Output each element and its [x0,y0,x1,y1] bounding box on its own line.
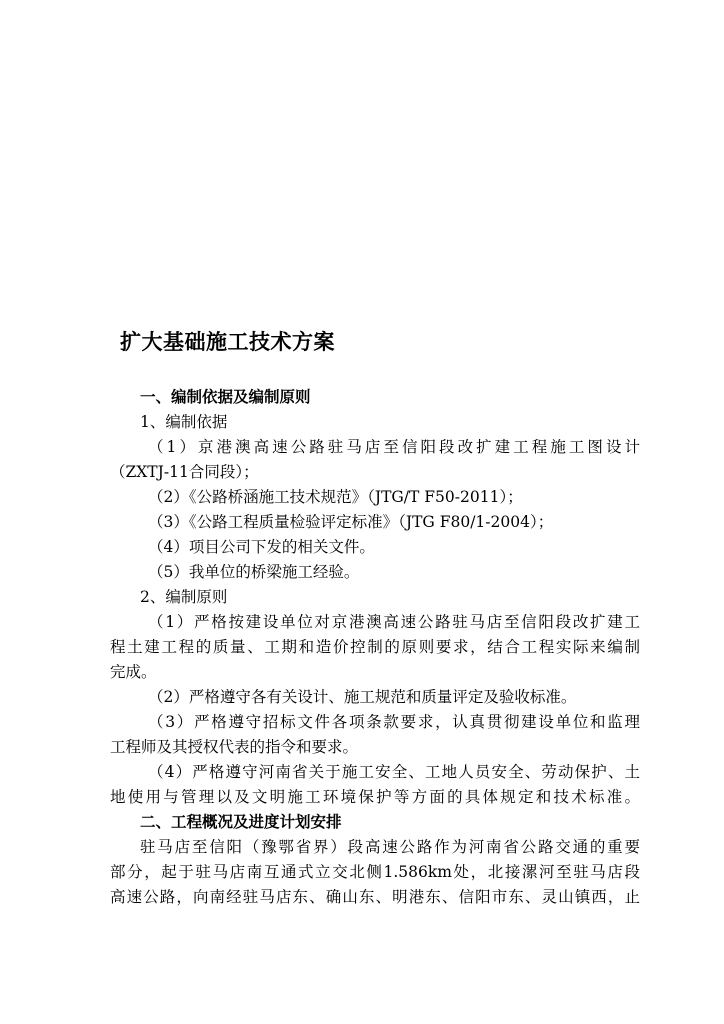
subsection-heading: 2、编制原则 [140,588,228,606]
list-item: （5）我单位的桥梁施工经验。 [148,563,360,581]
paragraph-line: 驻马店至信阳（豫鄂省界）段高速公路作为河南省公路交通的重要 [140,838,640,856]
list-item: （4）项目公司下发的相关文件。 [148,538,375,556]
paragraph-line: 地使用与管理以及文明施工环境保护等方面的具体规定和技术标准。 [110,788,640,806]
section-heading: 一、编制依据及编制原则 [140,388,311,406]
paragraph-line: 工程师及其授权代表的指令和要求。 [110,738,359,756]
list-item: （3）《公路工程质量检验评定标准》（JTG F80/1-2004）； [148,513,554,531]
paragraph-line: （2）严格遵守各有关设计、施工规范和质量评定及验收标准。 [148,688,577,706]
list-item: （1）京港澳高速公路驻马店至信阳段改扩建工程施工图设计 [148,438,640,456]
paragraph-line: （3）严格遵守招标文件各项条款要求，认真贯彻建设单位和监理 [148,713,640,731]
list-item: （2）《公路桥涵施工技术规范》（JTG/T F50-2011）； [148,488,523,506]
subsection-heading: 1、编制依据 [140,413,228,431]
paragraph-line: （4）严格遵守河南省关于施工安全、工地人员安全、劳动保护、土 [148,763,640,781]
paragraph-line: 部分，起于驻马店南互通式立交北侧1.586km处，北接漯河至驻马店段 [110,863,640,881]
document-title: 扩大基础施工技术方案 [120,330,335,354]
section-heading: 二、工程概况及进度计划安排 [140,813,342,831]
paragraph-line: （1）严格按建设单位对京港澳高速公路驻马店至信阳段改扩建工 [148,613,640,631]
paragraph-line: 完成。 [110,663,157,681]
document-body [110,385,640,910]
paragraph-line: 高速公路，向南经驻马店东、确山东、明港东、信阳市东、灵山镇西，止 [110,888,640,906]
list-item-continuation: （ZXTJ-11合同段）； [110,463,259,481]
paragraph-line: 程土建工程的质量、工期和造价控制的原则要求，结合工程实际来编制 [110,638,640,656]
